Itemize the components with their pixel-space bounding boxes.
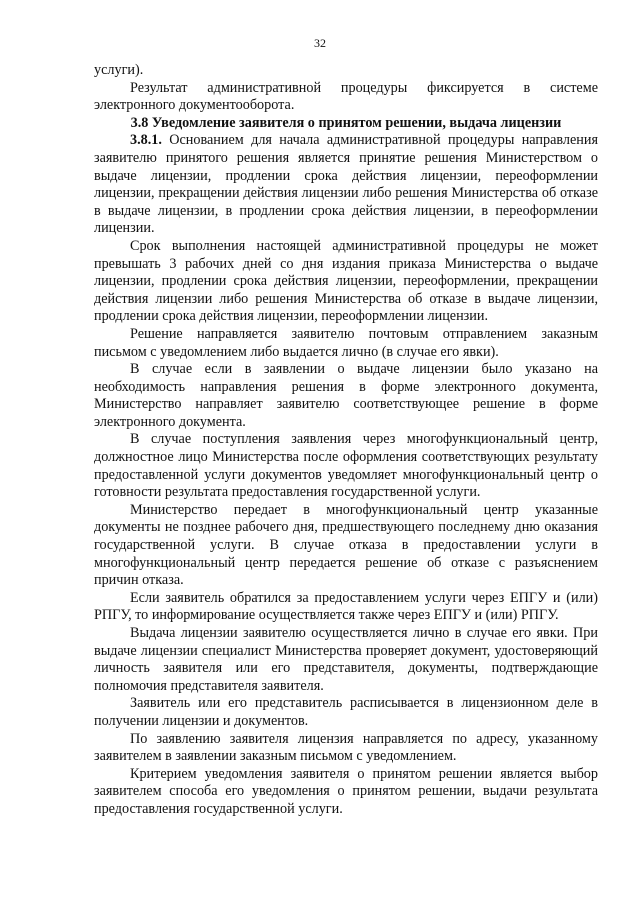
- paragraph: Министерство передает в многофункциональный центр указанные документы не позднее рабочего дня, предшествующего последнему дню оказания государственной услуги. В случае отказа в предоставлении услуги в многофункциональный центр передается решение об отказе с разъяснением причин отказа.: [94, 501, 598, 589]
- clause-paragraph: [94, 132, 598, 238]
- paragraph: В случае поступления заявления через многофункциональный центр, должностное лицо Министерства после оформления соответствующих результату предоставленной услуги документов уведомляет многофункциональный центр о готовности результата предоставления государственной услуги.: [94, 431, 598, 501]
- paragraph: В случае если в заявлении о выдаче лицензии было указано на необходимость направления решения в форме электронного документа, Министерство направляет заявителю соответствующее решение в форме электронного документа.: [94, 361, 598, 430]
- paragraph: Результат административной процедуры фиксируется в системе электронного документооборота.: [94, 79, 598, 114]
- paragraph: Выдача лицензии заявителю осуществляется лично в случае его явки. При выдаче лицензии специалист Министерства проверяет документ, удостоверяющий личность заявителя или его представителя, документы, подтверждающие полномочия представителя заявителя.: [94, 625, 598, 694]
- paragraph: услуги).: [94, 62, 144, 78]
- document-body: [94, 62, 598, 819]
- paragraph: Заявитель или его представитель расписывается в лицензионном деле в получении лицензии и документов.: [94, 695, 598, 729]
- paragraph: Если заявитель обратился за предоставлением услуги через ЕПГУ и (или) РПГУ, то информирование осуществляется также через ЕПГУ и (или) РПГУ.: [94, 589, 598, 624]
- clause-text: Основанием для начала административной процедуры направления заявителю принятого решения является принятие решения Министерством о выдаче лицензии, продлении срока действия лицензии, переоформлении лицензии, прекращении действия лицензии либо решения Министерства об отказе в выдаче лицензии, в продлении срока действия лицензии, в переоформлении лицензии.: [94, 132, 598, 237]
- page-number: 32: [314, 36, 326, 50]
- paragraph: Решение направляется заявителю почтовым отправлением заказным письмом с уведомлением либо выдается лично (в случае его явки).: [94, 325, 598, 360]
- paragraph: По заявлению заявителя лицензия направляется по адресу, указанному заявителем в заявлении заказным письмом с уведомлением.: [94, 730, 598, 765]
- section-heading: 3.8 Уведомление заявителя о принятом решении, выдача лицензии: [130, 114, 562, 131]
- paragraph: Срок выполнения настоящей административной процедуры не может превышать 3 рабочих дней со дня издания приказа Министерства о выдаче лицензии, продлении срока действия лицензии, переоформлении, прекращении действия лицензии либо решения Министерства об отказе в выдаче лицензии, продлении срока действия лицензии, переоформлении лицензии.: [94, 237, 598, 325]
- paragraph: Критерием уведомления заявителя о принятом решении является выбор заявителем способа его уведомления о принятом решении, выдачи результата предоставления государственной услуги.: [94, 765, 598, 817]
- clause-number: 3.8.1.: [130, 132, 162, 149]
